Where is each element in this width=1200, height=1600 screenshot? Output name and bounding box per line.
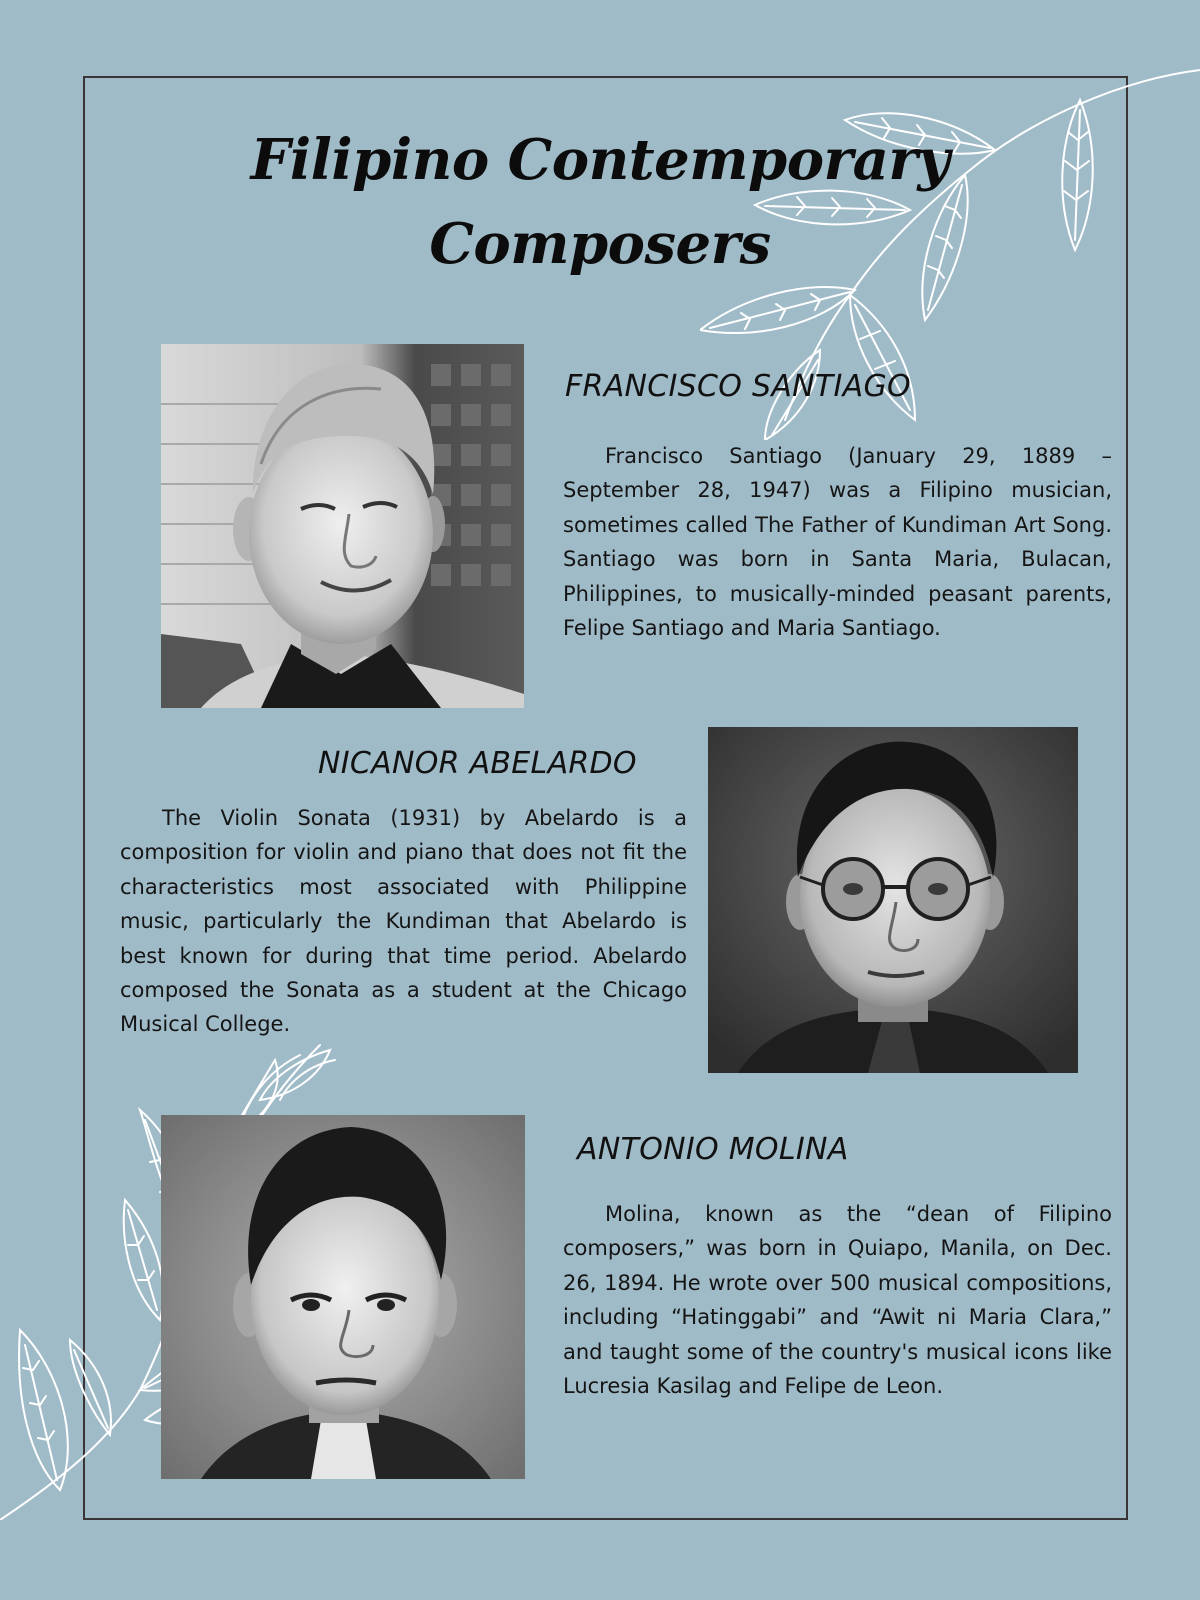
composer-bio-antonio-molina: Molina, known as the “dean of Filipino composers,” was born in Quiapo, Manila, on Dec. 26, 1894. He wrote over 500 musical compositions, including “Hatinggabi” and “Awit ni Maria Clara,” and taught some of the country's musical icons like Lucresia Kasilag and Felipe de Leon.	[563, 1202, 1112, 1399]
page-title: Filipino Contemporary Composers	[250, 127, 950, 277]
composer-name-antonio-molina: ANTONIO MOLINA	[577, 1132, 849, 1167]
portrait-nicanor-abelardo	[708, 727, 1078, 1073]
portrait-francisco-santiago	[161, 344, 524, 708]
portrait-antonio-molina	[161, 1115, 525, 1479]
composer-bio-francisco-santiago: Francisco Santiago (January 29, 1889 – September 28, 1947) was a Filipino musician, sometimes called The Father of Kundiman Art Song. Santiago was born in Santa Maria, Bulacan, Philippines, to musically-minded peasant parents, Felipe Santiago and Maria Santiago.	[563, 444, 1112, 641]
composer-name-francisco-santiago: FRANCISCO SANTIAGO	[565, 369, 911, 404]
composer-name-nicanor-abelardo: NICANOR ABELARDO	[318, 746, 637, 781]
composer-bio-nicanor-abelardo: The Violin Sonata (1931) by Abelardo is a composition for violin and piano that does not fit the characteristics most associated with Philippine music, particularly the Kundiman that Abelardo is best known for during that time period. Abelardo composed the Sonata as a student at the Chicago Musical College.	[120, 806, 687, 1037]
